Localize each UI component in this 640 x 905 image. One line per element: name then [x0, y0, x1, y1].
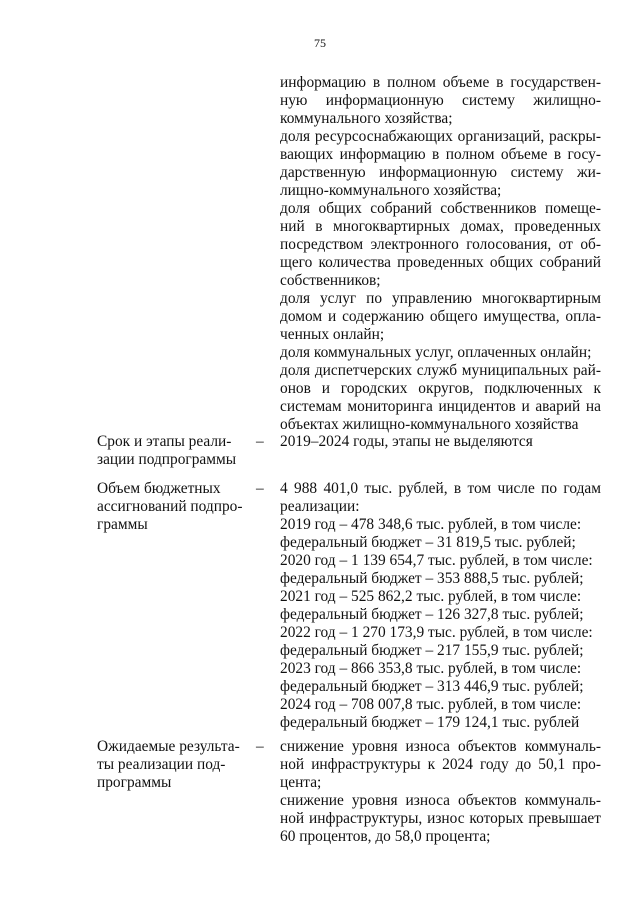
section-value-line: федеральный бюджет – 179 124,1 тыс. рублей — [280, 714, 580, 731]
section-dash: – — [256, 738, 264, 755]
text-line: дарственную информационную систему жи- — [280, 164, 601, 181]
section-value-line: 2019–2024 годы, этапы не выделяются — [280, 433, 533, 450]
section-label-line: ты реализации под- — [97, 756, 226, 773]
section-value-line: федеральный бюджет – 217 155,9 тыс. рублей; — [280, 642, 584, 659]
section-value-line: федеральный бюджет – 313 446,9 тыс. рублей; — [280, 678, 584, 695]
text-line: доля услуг по управлению многоквартирным — [280, 290, 601, 307]
text-line: системам мониторинга инцидентов и аварий на — [280, 398, 601, 415]
section-value-line: 60 процентов, до 58,0 процента; — [280, 828, 491, 845]
text-line: объектах жилищно-коммунального хозяйства — [280, 416, 579, 433]
text-line: доля ресурсоснабжающих организаций, раскры- — [280, 128, 601, 145]
section-value-line: 2022 год – 1 270 173,9 тыс. рублей, в том числе: — [280, 624, 593, 641]
section-value-line: ной инфраструктуры, износ которых превышает — [280, 810, 601, 827]
section-label-line: Объем бюджетных — [97, 480, 221, 497]
section-dash: – — [256, 433, 264, 450]
section-label-line: Срок и этапы реали- — [97, 433, 232, 450]
text-line: онов и городских округов, подключенных к — [280, 380, 601, 397]
text-line: ную информационную систему жилищно- — [280, 92, 601, 109]
section-value-line: цента; — [280, 774, 322, 791]
section-value-line: 2021 год – 525 862,2 тыс. рублей, в том числе: — [280, 588, 582, 605]
text-line: ний в многоквартирных домах, проведенных — [280, 218, 601, 235]
section-value-line: снижение уровня износа объектов коммуналь- — [280, 738, 601, 755]
text-line: посредством электронного голосования, от об- — [280, 236, 601, 253]
section-value-line: реализации: — [280, 498, 360, 515]
section-label-line: ассигнований подпро- — [97, 498, 243, 515]
section-value-line: 4 988 401,0 тыс. рублей, в том числе по годам — [280, 480, 601, 497]
text-line: доля диспетчерских служб муниципальных рай- — [280, 362, 601, 379]
section-value-line: 2019 год – 478 348,6 тыс. рублей, в том числе: — [280, 516, 582, 533]
text-line: щего количества проведенных общих собраний — [280, 254, 601, 271]
section-value-line: 2024 год – 708 007,8 тыс. рублей, в том числе: — [280, 696, 582, 713]
section-value-line: 2023 год – 866 353,8 тыс. рублей, в том числе: — [280, 660, 582, 677]
section-value-line: 2020 год – 1 139 654,7 тыс. рублей, в том числе: — [280, 552, 593, 569]
section-label-line: зации подпрограммы — [97, 451, 237, 468]
text-line: доля общих собраний собственников помеще- — [280, 200, 601, 217]
section-label-line: Ожидаемые результа- — [97, 738, 240, 755]
page-number: 75 — [314, 36, 326, 50]
section-value-line: снижение уровня износа объектов коммуналь- — [280, 792, 601, 809]
section-value-line: федеральный бюджет – 31 819,5 тыс. рублей; — [280, 534, 576, 551]
text-line: лищно-коммунального хозяйства; — [280, 182, 502, 199]
section-label-line: граммы — [97, 516, 148, 533]
section-value-line: федеральный бюджет – 353 888,5 тыс. рублей; — [280, 570, 584, 587]
text-line: информацию в полном объеме в государствен- — [280, 74, 601, 91]
text-line: коммунального хозяйства; — [280, 110, 453, 127]
text-line: ченных онлайн; — [280, 326, 385, 343]
section-value-line: ной инфраструктуры к 2024 году до 50,1 про- — [280, 756, 601, 773]
section-dash: – — [256, 480, 264, 497]
text-line: доля коммунальных услуг, оплаченных онлайн; — [280, 344, 592, 361]
section-value-line: федеральный бюджет – 126 327,8 тыс. рублей; — [280, 606, 584, 623]
text-line: вающих информацию в полном объеме в госу- — [280, 146, 601, 163]
text-line: собственников; — [280, 272, 381, 289]
text-line: домом и содержанию общего имущества, опла- — [280, 308, 601, 325]
section-label-line: программы — [97, 774, 172, 791]
